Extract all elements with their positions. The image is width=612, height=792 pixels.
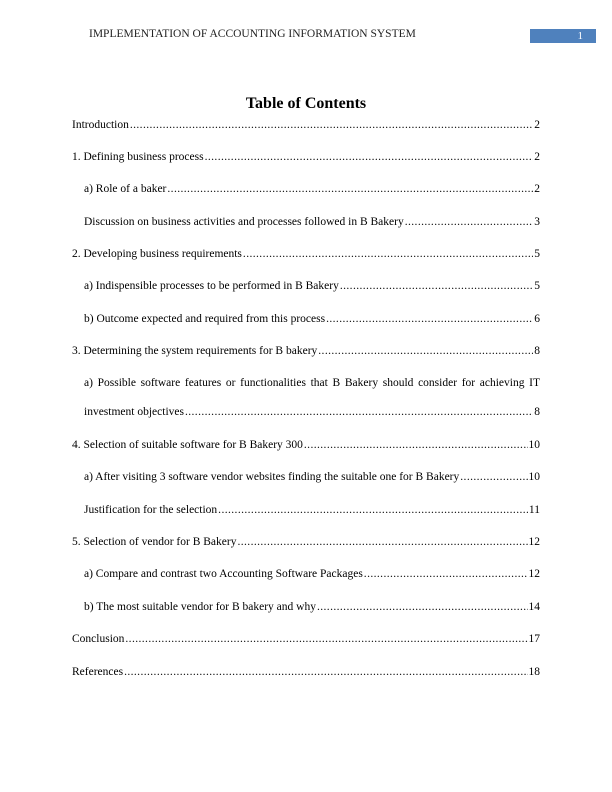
toc-entry-most-suitable-vendor[interactable] (84, 599, 540, 615)
dot-leader (218, 502, 528, 518)
toc-entry-selection-suitable-software[interactable] (72, 437, 540, 453)
dot-leader (130, 117, 533, 133)
toc-entry-page: 6 (534, 313, 540, 325)
toc-entry-label: 3. Determining the system requirements for B bakery (72, 345, 318, 357)
dot-leader (364, 566, 528, 582)
dot-leader (317, 599, 528, 615)
toc-entry-label: 1. Defining business process (72, 151, 204, 163)
page-number-badge: 1 (530, 29, 596, 43)
dot-leader (243, 246, 533, 262)
toc-entry-conclusion[interactable] (72, 631, 540, 647)
toc-entry-label: Conclusion (72, 633, 125, 645)
toc-entry-developing-business-requirements[interactable] (72, 246, 540, 262)
dot-leader (185, 404, 533, 420)
toc-entry-label: 5. Selection of vendor for B Bakery (72, 536, 237, 548)
toc-entry-page: 2 (534, 151, 540, 163)
toc-entry-page: 8 (534, 345, 540, 357)
toc-entry-defining-business-process[interactable] (72, 149, 540, 165)
toc-entry-label: References (72, 666, 124, 678)
running-title: IMPLEMENTATION OF ACCOUNTING INFORMATION SYSTEM (89, 28, 416, 40)
dot-leader (237, 534, 527, 550)
toc-entry-indispensible-processes[interactable] (84, 278, 540, 294)
toc-entry-label: Discussion on business activities and processes followed in B Bakery (84, 216, 404, 228)
toc-entry-page: 18 (528, 666, 540, 678)
dot-leader (318, 343, 533, 359)
dot-leader (125, 631, 527, 647)
toc-entry-page: 11 (528, 504, 540, 516)
dot-leader (340, 278, 533, 294)
toc-entry-label: a) Role of a baker (84, 183, 167, 195)
toc-entry-determining-system-requirements[interactable] (72, 343, 540, 359)
toc-entry-outcome-expected[interactable] (84, 311, 540, 327)
toc-entry-label: 4. Selection of suitable software for B Bakery 300 (72, 439, 303, 451)
toc-entry-label: 2. Developing business requirements (72, 248, 242, 260)
dot-leader (326, 311, 533, 327)
toc-entry-page: 3 (534, 216, 540, 228)
toc-entry-label: a) Compare and contrast two Accounting Software Packages (84, 568, 363, 580)
toc-entry-label: b) The most suitable vendor for B bakery and why (84, 601, 316, 613)
toc-entry-page: 10 (528, 439, 540, 451)
toc-entry-label: Introduction (72, 119, 129, 131)
toc-title: Table of Contents (245, 95, 367, 112)
toc-entry-page: 14 (528, 601, 540, 613)
toc-entry-possible-software-features-line2[interactable] (84, 404, 540, 420)
toc-entry-page: 12 (528, 568, 540, 580)
toc-entry-page: 8 (534, 406, 540, 418)
toc-entry-role-of-baker[interactable] (84, 181, 540, 197)
dot-leader (405, 214, 534, 230)
dot-leader (167, 181, 533, 197)
toc-entry-selection-of-vendor[interactable] (72, 534, 540, 550)
toc-entry-label: b) Outcome expected and required from this process (84, 313, 326, 325)
toc-entry-label: Justification for the selection (84, 504, 218, 516)
toc-entry-justification[interactable] (84, 502, 540, 518)
toc-entry-visiting-vendor-websites[interactable] (84, 469, 540, 485)
toc-entry-page: 5 (534, 280, 540, 292)
toc-entry-page: 12 (528, 536, 540, 548)
dot-leader (304, 437, 528, 453)
toc-entry-label: a) After visiting 3 software vendor websites finding the suitable one for B Bakery (84, 471, 460, 483)
toc-entry-page: 2 (534, 183, 540, 195)
toc-entry-label: investment objectives (84, 406, 184, 418)
toc-entry-compare-software-packages[interactable] (84, 566, 540, 582)
toc-entry-introduction[interactable] (72, 117, 540, 133)
dot-leader (460, 469, 527, 485)
toc-entry-references[interactable] (72, 664, 540, 680)
toc-entry-page: 2 (534, 119, 540, 131)
toc-entry-discussion-business-activities[interactable] (84, 214, 540, 230)
dot-leader (205, 149, 534, 165)
toc-entry-label: a) Indispensible processes to be performed in B Bakery (84, 280, 339, 292)
toc-entry-page: 17 (528, 633, 540, 645)
dot-leader (124, 664, 527, 680)
toc-entry-page: 5 (534, 248, 540, 260)
toc-entry-page: 10 (528, 471, 540, 483)
toc-entry-possible-software-features-line1[interactable]: a) Possible software features or functionalities that B Bakery should consider for achieving IT (84, 377, 540, 389)
